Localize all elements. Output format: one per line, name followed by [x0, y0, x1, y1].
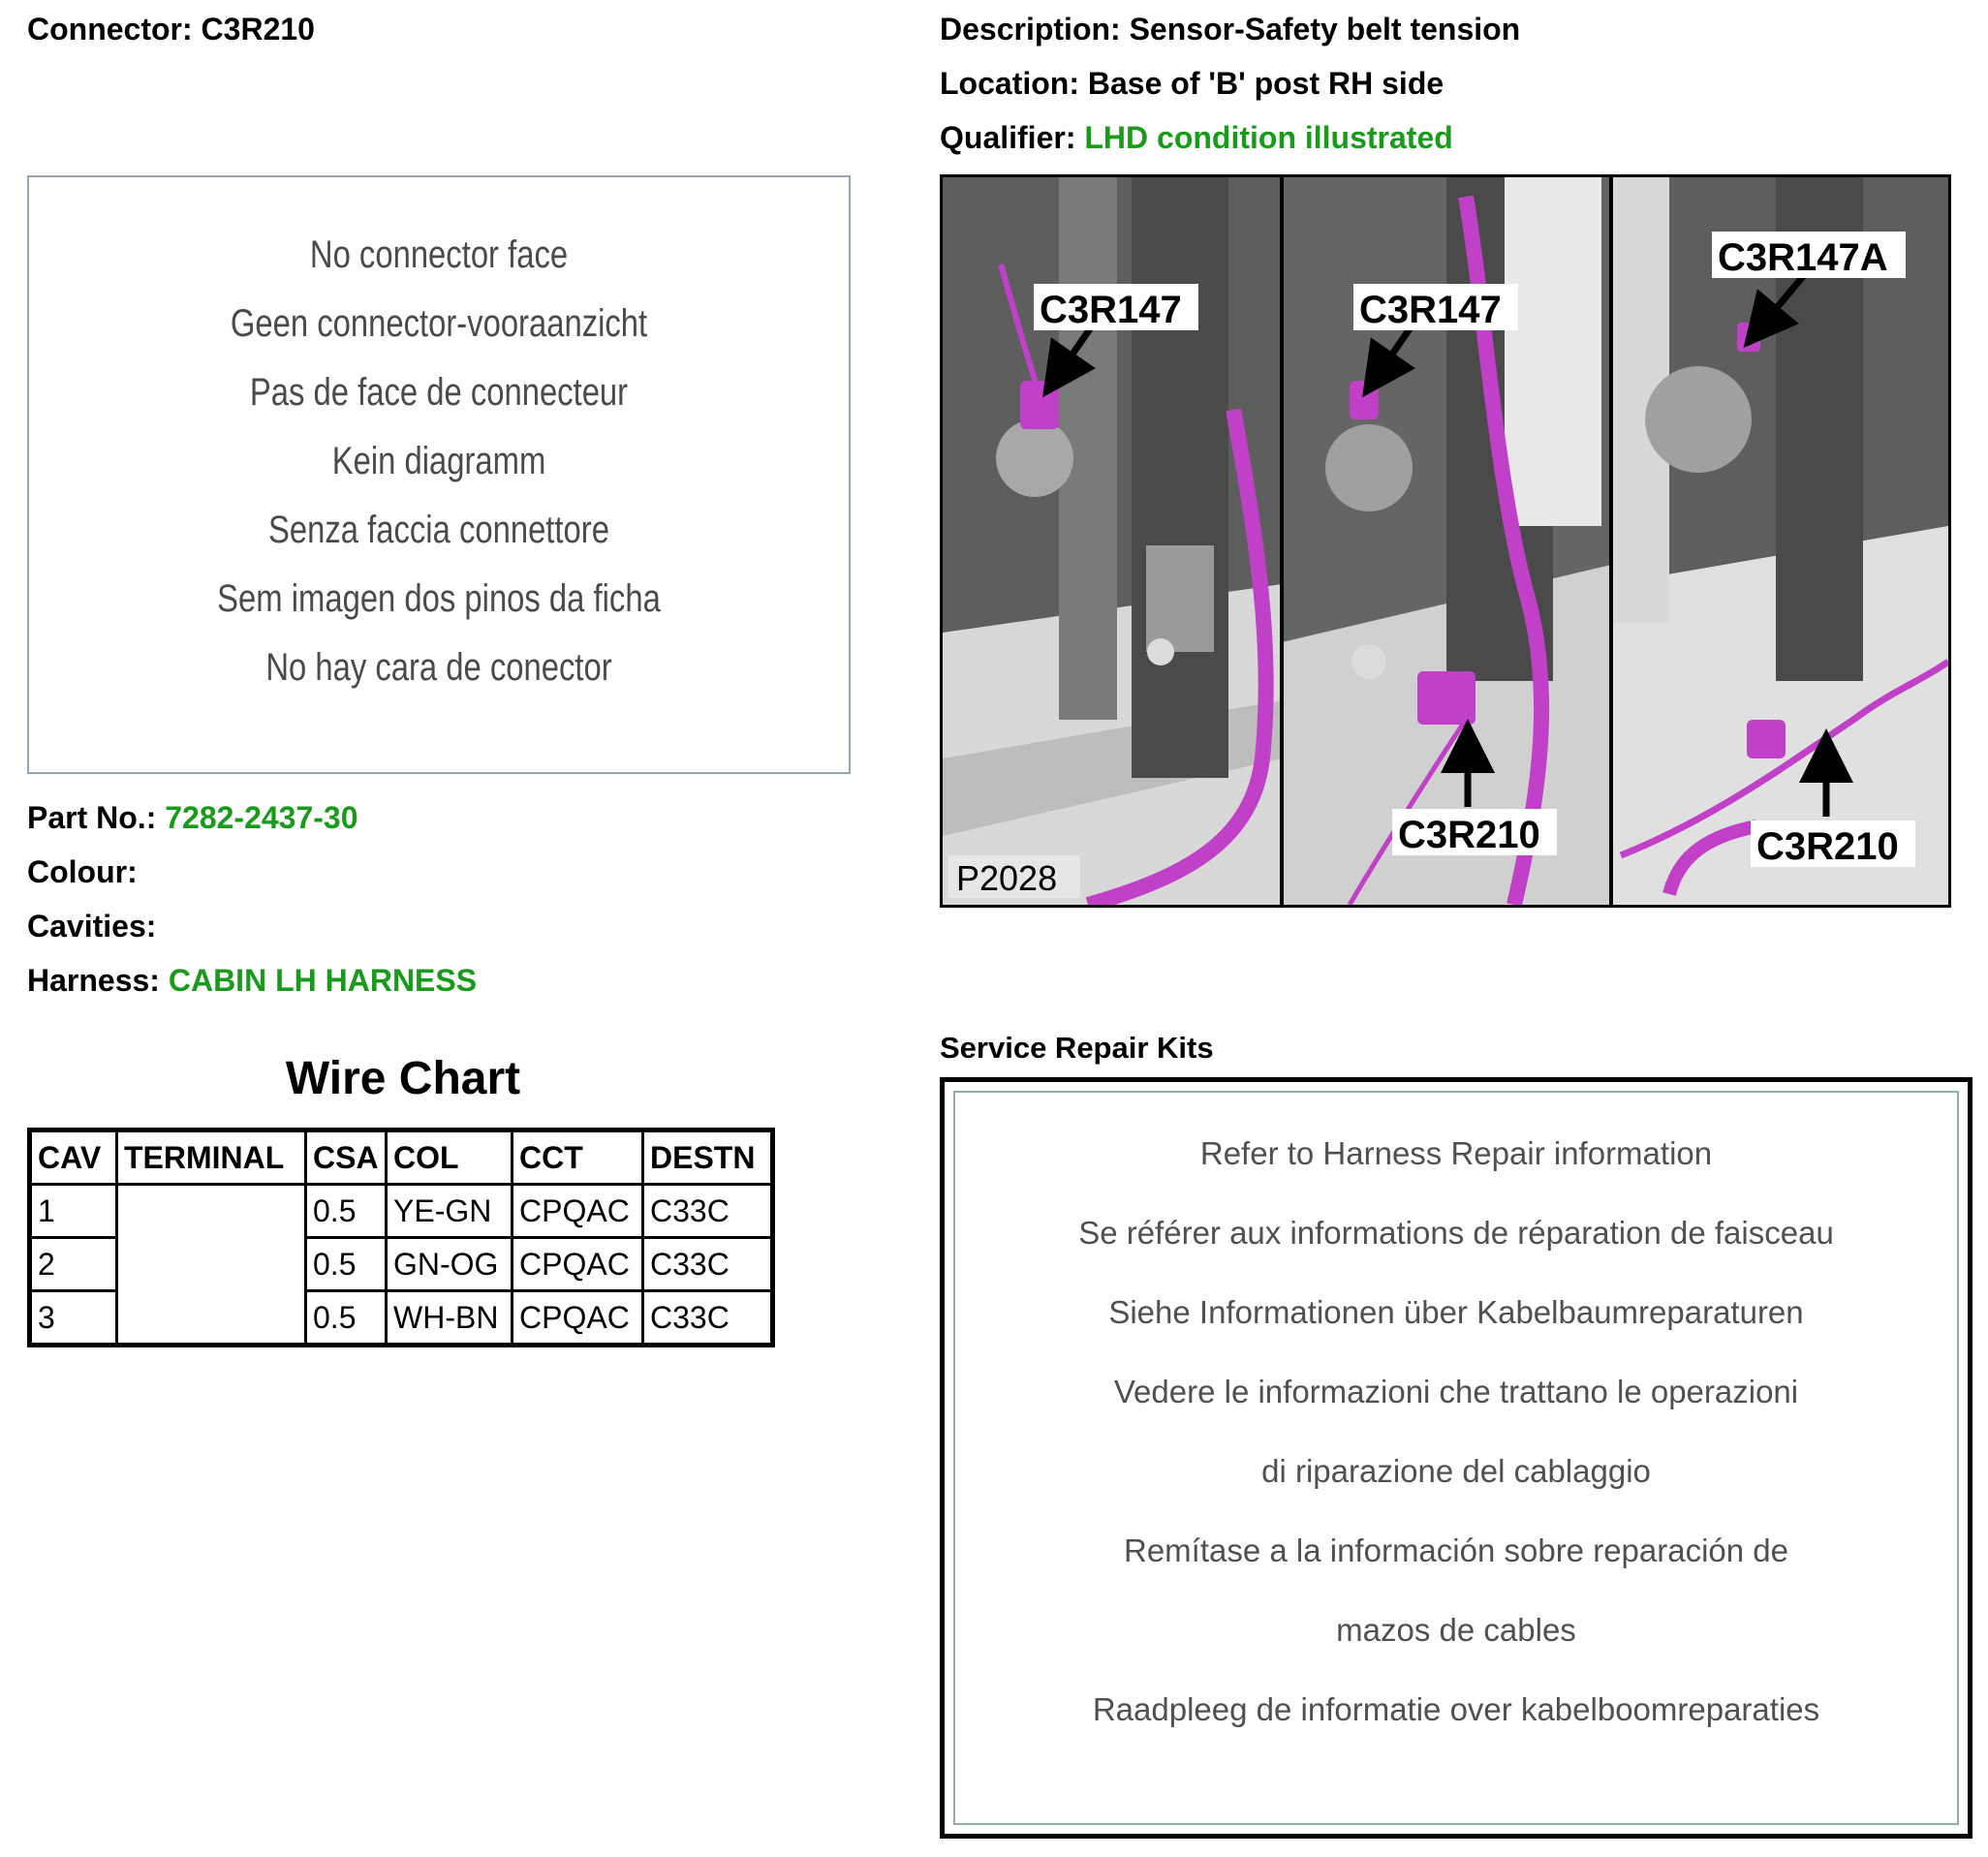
col-header: COL [387, 1130, 513, 1185]
cell-destn: C33C [643, 1185, 773, 1238]
connector-label: Connector: [27, 12, 193, 46]
qualifier-value: LHD condition illustrated [1084, 120, 1453, 155]
cell-cav: 2 [30, 1238, 117, 1291]
harness-line [27, 963, 477, 999]
kit-line: Siehe Informationen über Kabelbaumreparaturen [1108, 1294, 1804, 1330]
figure-id: P2028 [956, 858, 1058, 898]
table-header-row [30, 1130, 773, 1185]
cell-cav: 3 [30, 1291, 117, 1346]
cell-cct: CPQAC [513, 1238, 643, 1291]
kit-line: Remítase a la información sobre reparación de [1123, 1532, 1789, 1568]
face-line: No hay cara de conector [265, 646, 612, 689]
col-header: CAV [30, 1130, 117, 1185]
cell-col: YE-GN [387, 1185, 513, 1238]
face-line: Sem imagen dos pinos da ficha [217, 577, 661, 620]
kit-line: Vedere le informazioni che trattano le operazioni [1113, 1374, 1799, 1409]
col-header: CCT [513, 1130, 643, 1185]
part-line [27, 800, 358, 836]
cell-destn: C33C [643, 1238, 773, 1291]
callout-label: C3R147A [1718, 236, 1888, 279]
col-header: TERMINAL [117, 1130, 306, 1185]
col-header: CSA [306, 1130, 387, 1185]
cell-cct: CPQAC [513, 1291, 643, 1346]
cell-col: WH-BN [387, 1291, 513, 1346]
cell-terminal [117, 1185, 306, 1346]
kit-line: mazos de cables [1336, 1612, 1576, 1648]
harness-value: CABIN LH HARNESS [168, 963, 478, 998]
cell-csa: 0.5 [306, 1291, 387, 1346]
kit-line: Refer to Harness Repair information [1199, 1135, 1713, 1171]
face-line: Kein diagramm [331, 440, 546, 482]
illustration-svg [943, 177, 1948, 905]
harness-label: Harness: [27, 963, 160, 998]
connector-face-box [27, 175, 851, 774]
cell-cav: 1 [30, 1185, 117, 1238]
cell-cct: CPQAC [513, 1185, 643, 1238]
description-value: Sensor-Safety belt tension [1129, 12, 1521, 46]
service-kits-box [940, 1077, 1972, 1839]
kit-line: Raadpleeg de informatie over kabelboomreparaties [1092, 1691, 1820, 1727]
description-label: Description: [940, 12, 1121, 46]
cell-col: GN-OG [387, 1238, 513, 1291]
part-value: 7282-2437-30 [165, 800, 358, 835]
part-label: Part No.: [27, 800, 157, 835]
kit-line: Se référer aux informations de réparation de faisceau [1078, 1215, 1834, 1251]
callout-label: C3R147 [1040, 289, 1182, 331]
service-kits-inner [953, 1091, 1959, 1825]
kit-line: di riparazione del cablaggio [1261, 1453, 1651, 1489]
face-line: No connector face [309, 233, 569, 276]
qualifier-label: Qualifier: [940, 120, 1076, 155]
callout-label: C3R210 [1398, 814, 1540, 856]
connector-line [27, 12, 315, 47]
table-row [30, 1185, 773, 1238]
wire-chart-table [27, 1128, 775, 1347]
callout-label: C3R210 [1756, 825, 1899, 868]
qualifier-line [940, 120, 1453, 156]
panel-3 [1611, 177, 1948, 905]
face-line: Senza faccia connettore [268, 509, 609, 551]
location-illustration [940, 174, 1951, 908]
cell-csa: 0.5 [306, 1238, 387, 1291]
colour-label: Colour: [27, 854, 138, 889]
face-line: Pas de face de connecteur [249, 371, 629, 414]
cell-destn: C33C [643, 1291, 773, 1346]
callout-label: C3R147 [1359, 289, 1502, 331]
cell-csa: 0.5 [306, 1185, 387, 1238]
face-line: Geen connector-vooraanzicht [230, 302, 648, 345]
service-kits-title: Service Repair Kits [940, 1031, 1214, 1065]
col-header: DESTN [643, 1130, 773, 1185]
location-line [940, 66, 1444, 102]
connector-value: C3R210 [201, 12, 315, 46]
location-label: Location: [940, 66, 1079, 101]
wire-chart-title: Wire Chart [285, 1053, 521, 1104]
cavities-label: Cavities: [27, 909, 157, 944]
description-line [940, 12, 1520, 47]
location-value: Base of 'B' post RH side [1087, 66, 1444, 101]
